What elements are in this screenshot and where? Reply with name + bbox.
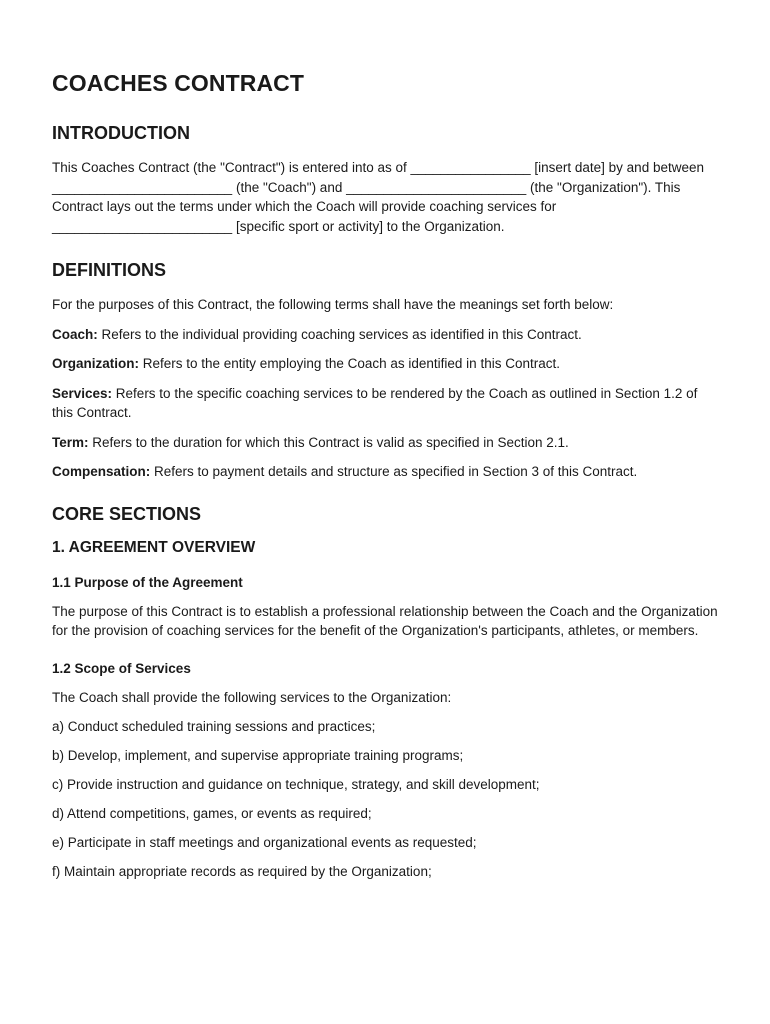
definition-coach xyxy=(52,325,718,345)
introduction-heading: INTRODUCTION xyxy=(52,123,190,143)
purpose-text: The purpose of this Contract is to establish a professional relationship between the Coach and the Organization for the provision of coaching services for the benefit of the Organization's participants, athletes, or members. xyxy=(52,603,718,638)
definition-text: Refers to the duration for which this Contract is valid as specified in Section 2.1. xyxy=(88,434,569,450)
definition-term: Compensation: xyxy=(52,464,151,479)
definitions-heading: DEFINITIONS xyxy=(52,260,167,280)
definition-compensation xyxy=(52,462,718,482)
agreement-overview-heading: 1. AGREEMENT OVERVIEW xyxy=(52,538,256,556)
list-item: f) Maintain appropriate records as required by the Organization; xyxy=(52,864,432,879)
list-item: e) Participate in staff meetings and organizational events as requested; xyxy=(52,835,477,850)
list-item: b) Develop, implement, and supervise appropriate training programs; xyxy=(52,748,464,763)
purpose-heading: 1.1 Purpose of the Agreement xyxy=(52,574,243,590)
list-item: c) Provide instruction and guidance on technique, strategy, and skill development; xyxy=(52,777,540,792)
definition-term-duration xyxy=(52,433,718,453)
definition-term: Term: xyxy=(52,434,89,450)
core-sections-heading: CORE SECTIONS xyxy=(52,503,202,524)
definition-organization xyxy=(52,354,718,374)
definition-text: Refers to the individual providing coaching services as identified in this Contract. xyxy=(97,326,582,342)
definition-text: Refers to the entity employing the Coach as identified in this Contract. xyxy=(139,356,560,371)
document-title: COACHES CONTRACT xyxy=(52,70,305,96)
definition-services xyxy=(52,384,718,423)
definitions-lead: For the purposes of this Contract, the following terms shall have the meanings set forth below: xyxy=(52,297,614,312)
list-item: d) Attend competitions, games, or events as required; xyxy=(52,806,372,821)
definition-term: Coach: xyxy=(52,326,98,342)
scope-heading: 1.2 Scope of Services xyxy=(52,660,191,676)
list-item: a) Conduct scheduled training sessions and practices; xyxy=(52,719,376,734)
definition-text: Refers to the specific coaching services to be rendered by the Coach as outlined in Section 1.2 of this Contract. xyxy=(52,385,698,420)
definition-term: Services: xyxy=(52,385,113,401)
service-list xyxy=(52,717,718,882)
introduction-text: This Coaches Contract (the "Contract") is entered into as of ________________ [insert date] by and between ________________________ (the "Coach") and ________________________ (the "Organization"). This Contract lays out the terms under which the Coach will provide coaching services for ________________________ [specific sport or activity] to the Organization. xyxy=(52,160,704,234)
scope-lead: The Coach shall provide the following services to the Organization: xyxy=(52,689,452,705)
definition-term: Organization: xyxy=(52,356,139,371)
definition-text: Refers to payment details and structure as specified in Section 3 of this Contract. xyxy=(150,464,638,479)
